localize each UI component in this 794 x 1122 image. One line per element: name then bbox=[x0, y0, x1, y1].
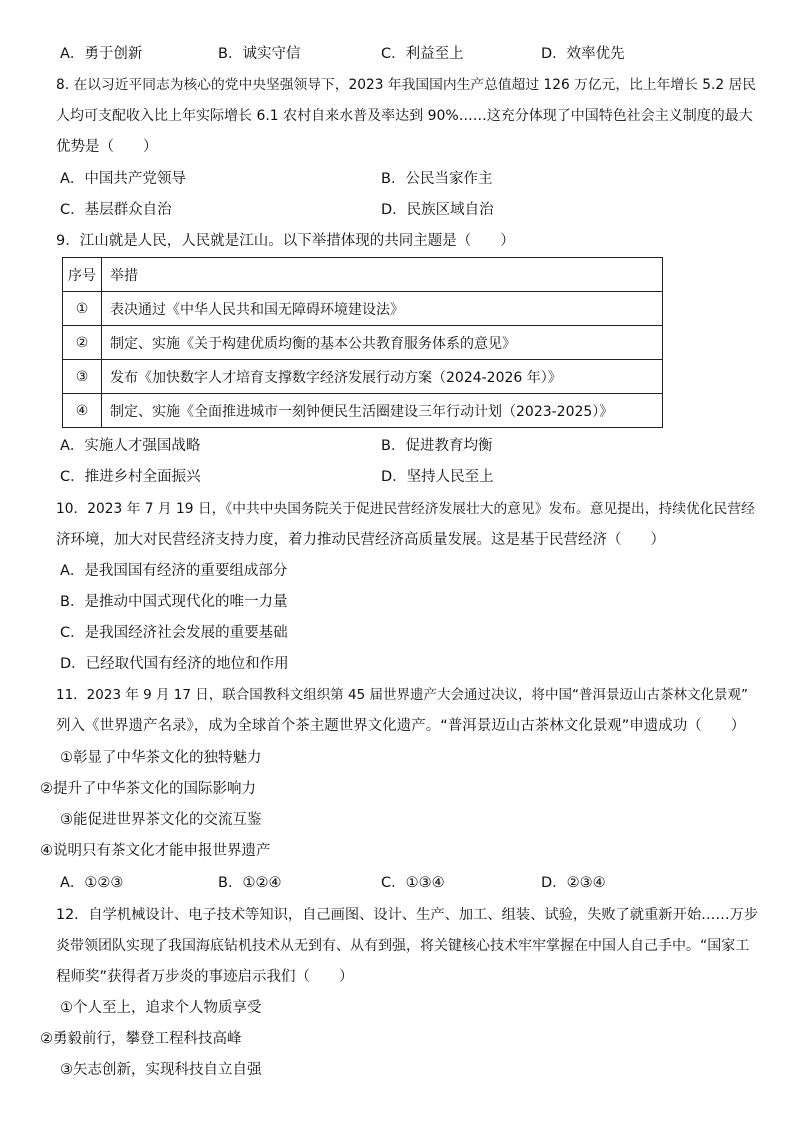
q11-statement-1: ①彰显了中华茶文化的独特魅力 bbox=[60, 750, 262, 766]
q8-option-b[interactable]: B．公民当家作主 bbox=[381, 171, 493, 187]
q8-stem-line-2: 人均可支配收入比上年实际增长 6.1 农村自来水普及率达到 90%……这充分体现了中国特色社会主义制度的最大 bbox=[56, 108, 753, 124]
q11-option-b[interactable]: B．①②④ bbox=[218, 875, 282, 891]
q12-stem-line-1: 12．自学机械设计、电子技术等知识，自己画图、设计、生产、加工、组装、试验，失败了就重新开始……万步 bbox=[56, 907, 759, 923]
q9-option-b[interactable]: B．促进教育均衡 bbox=[381, 438, 493, 454]
q10-option-a[interactable]: A．是我国国有经济的重要组成部分 bbox=[60, 563, 288, 579]
q7-option-c[interactable]: C．利益至上 bbox=[381, 46, 464, 62]
q10-option-d[interactable]: D．已经取代国有经济的地位和作用 bbox=[60, 656, 289, 672]
q9-stem: 9．江山就是人民，人民就是江山。以下举措体现的共同主题是（ ） bbox=[56, 233, 515, 249]
table-cell-measure: 制定、实施《关于构建优质均衡的基本公共教育服务体系的意见》 bbox=[102, 326, 663, 360]
q8-stem-line-1: 8. 在以习近平同志为核心的党中央坚强领导下，2023 年我国国内生产总值超过 126 万亿元，比上年增长 5.2 居民 bbox=[56, 77, 756, 93]
table-cell-measure: 制定、实施《全面推进城市一刻钟便民生活圈建设三年行动计划（2023-2025）》 bbox=[102, 394, 663, 428]
q10-option-c[interactable]: C．是我国经济社会发展的重要基础 bbox=[60, 625, 288, 641]
q8-option-d[interactable]: D．民族区域自治 bbox=[381, 202, 494, 218]
q11-option-a[interactable]: A．①②③ bbox=[60, 875, 124, 891]
q11-statement-4: ④说明只有茶文化才能申报世界遗产 bbox=[40, 843, 271, 859]
q9-option-d[interactable]: D．坚持人民至上 bbox=[381, 469, 494, 485]
q10-stem-line-2: 济环境，加大对民营经济支持力度，着力推动民营经济高质量发展。这是基于民营经济（ ） bbox=[56, 532, 665, 548]
table-cell-index: ③ bbox=[63, 360, 102, 394]
q7-option-b[interactable]: B．诚实守信 bbox=[218, 46, 301, 62]
table-header-measure: 举措 bbox=[102, 258, 663, 292]
table-cell-measure: 表决通过《中华人民共和国无障碍环境建设法》 bbox=[102, 292, 663, 326]
q12-stem-line-3: 程师奖”获得者万步炎的事迹启示我们（ ） bbox=[56, 969, 354, 985]
table-row bbox=[63, 360, 663, 394]
q12-statement-3: ③矢志创新，实现科技自立自强 bbox=[60, 1062, 262, 1078]
q8-option-a[interactable]: A．中国共产党领导 bbox=[60, 171, 186, 187]
table-row bbox=[63, 394, 663, 428]
q12-stem-line-2: 炎带领团队实现了我国海底钻机技术从无到有、从有到强，将关键核心技术牢牢掌握在中国人自己手中。“国家工 bbox=[56, 938, 750, 954]
q11-option-c[interactable]: C．①③④ bbox=[381, 875, 445, 891]
q12-statement-2: ②勇毅前行，攀登工程科技高峰 bbox=[40, 1031, 242, 1047]
q8-option-c[interactable]: C．基层群众自治 bbox=[60, 202, 172, 218]
q11-stem-line-2: 列入《世界遗产名录》，成为全球首个茶主题世界文化遗产。“普洱景迈山古茶林文化景观”申遗成功（ ） bbox=[56, 718, 746, 734]
table-header-index: 序号 bbox=[63, 258, 102, 292]
q11-stem-line-1: 11．2023 年 9 月 17 日，联合国教科文组织第 45 届世界遗产大会通过决议，将中国“普洱景迈山古茶林文化景观” bbox=[56, 687, 749, 703]
q9-option-a[interactable]: A．实施人才强国战略 bbox=[60, 438, 201, 454]
q11-statement-2: ②提升了中华茶文化的国际影响力 bbox=[40, 781, 256, 797]
q7-option-d[interactable]: D．效率优先 bbox=[541, 46, 625, 62]
q9-measures-table bbox=[62, 257, 663, 428]
table-cell-index: ① bbox=[63, 292, 102, 326]
table-row bbox=[63, 292, 663, 326]
q10-stem-line-1: 10．2023 年 7 月 19 日，《中共中央国务院关于促进民营经济发展壮大的意见》发布。意见提出，持续优化民营经 bbox=[56, 501, 755, 517]
q11-statement-3: ③能促进世界茶文化的交流互鉴 bbox=[60, 812, 262, 828]
table-header-row bbox=[63, 258, 663, 292]
q10-option-b[interactable]: B．是推动中国式现代化的唯一力量 bbox=[60, 594, 288, 610]
table-cell-index: ④ bbox=[63, 394, 102, 428]
q7-option-a[interactable]: A．勇于创新 bbox=[60, 46, 143, 62]
table-row bbox=[63, 326, 663, 360]
q9-option-c[interactable]: C．推进乡村全面振兴 bbox=[60, 469, 201, 485]
q11-option-d[interactable]: D．②③④ bbox=[541, 875, 606, 891]
table-cell-index: ② bbox=[63, 326, 102, 360]
table-cell-measure: 发布《加快数字人才培育支撑数字经济发展行动方案（2024-2026 年）》 bbox=[102, 360, 663, 394]
q8-stem-line-3: 优势是（ ） bbox=[56, 139, 158, 155]
q12-statement-1: ①个人至上，追求个人物质享受 bbox=[60, 1000, 262, 1016]
